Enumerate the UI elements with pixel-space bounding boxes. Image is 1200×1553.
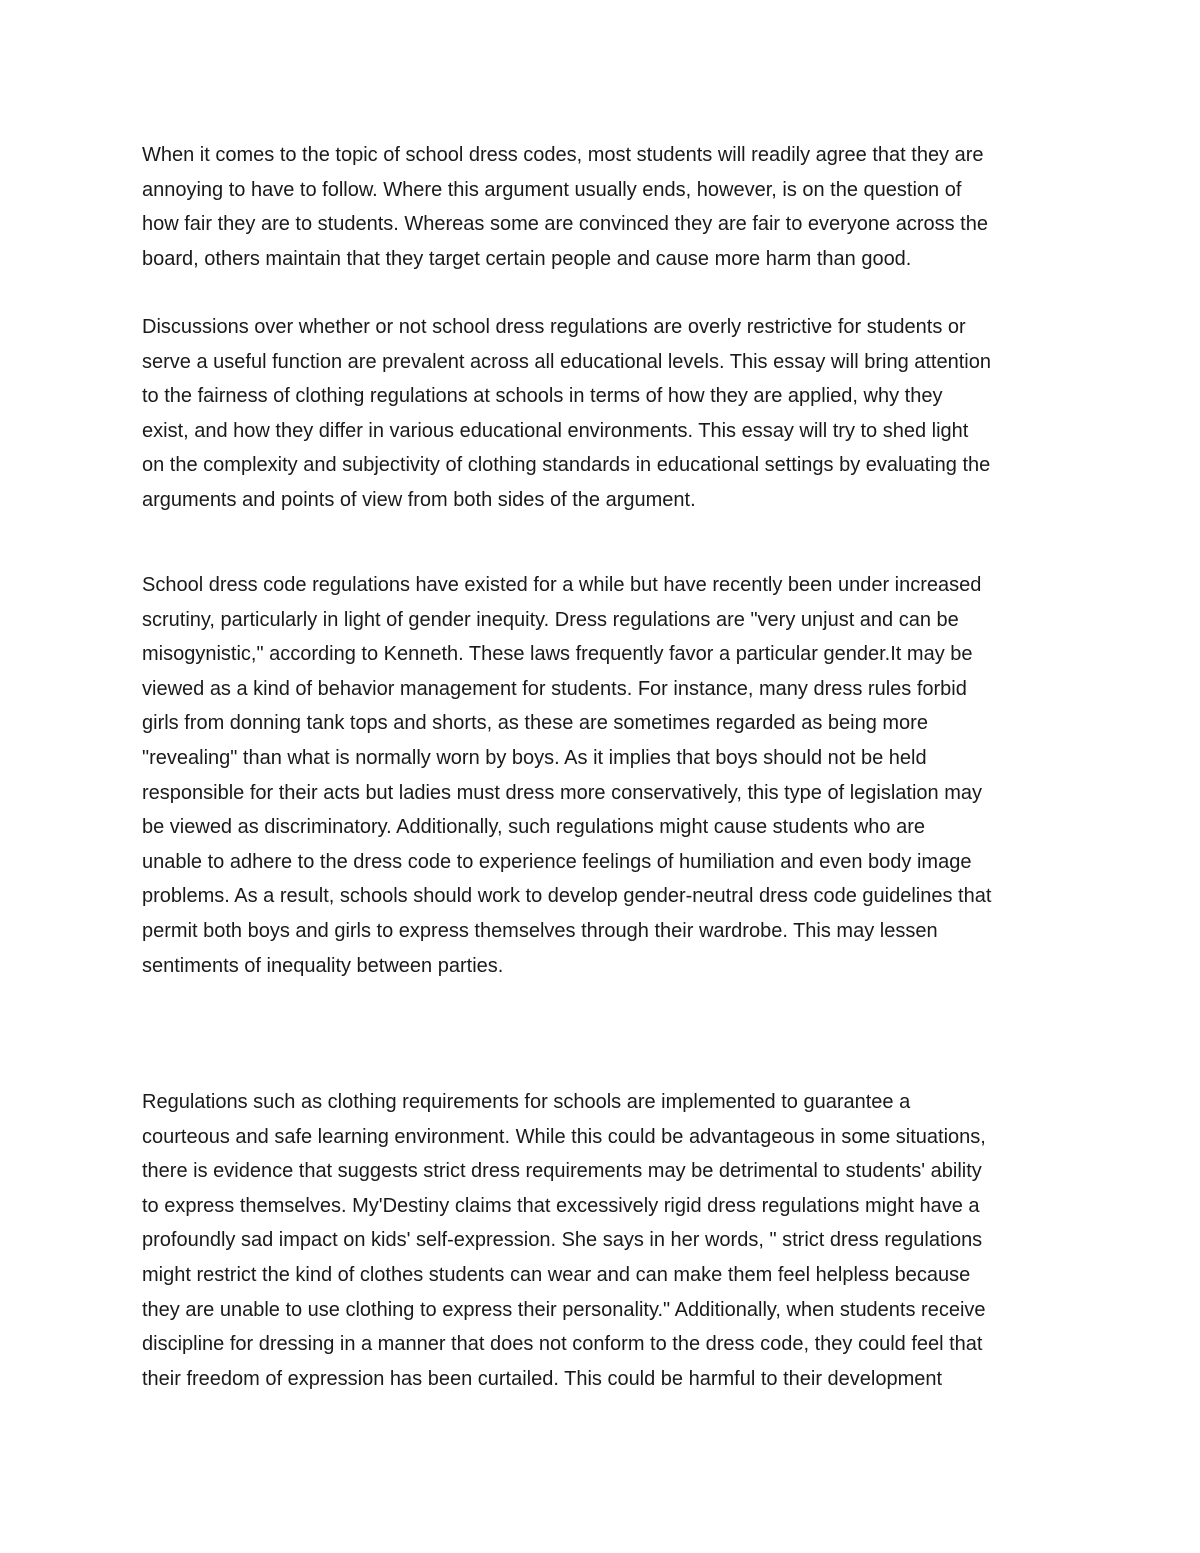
text-line: problems. As a result, schools should work to develop gender-neutral dress code guidelines that	[142, 885, 992, 908]
text-line: be viewed as discriminatory. Additionally, such regulations might cause students who are	[142, 816, 925, 839]
text-line: "revealing" than what is normally worn by boys. As it implies that boys should not be held	[142, 746, 927, 769]
text-line: profoundly sad impact on kids' self-expression. She says in her words, " strict dress regulations	[142, 1229, 983, 1252]
text-line: courteous and safe learning environment. While this could be advantageous in some situations,	[142, 1125, 986, 1148]
text-line: scrutiny, particularly in light of gender inequity. Dress regulations are "very unjust and can be	[142, 608, 959, 631]
paragraph-thesis	[142, 310, 1072, 518]
text-line: their freedom of expression has been curtailed. This could be harmful to their development	[142, 1367, 943, 1390]
text-line: viewed as a kind of behavior management for students. For instance, many dress rules forbid	[142, 677, 967, 700]
text-line: Regulations such as clothing requirements for schools are implemented to guarantee a	[142, 1091, 911, 1113]
text-line: arguments and points of view from both sides of the argument.	[142, 488, 696, 511]
text-line: board, others maintain that they target certain people and cause more harm than good.	[142, 247, 912, 270]
text-line: School dress code regulations have existed for a while but have recently been under increased	[142, 574, 982, 596]
text-line: how fair they are to students. Whereas some are convinced they are fair to everyone across the	[142, 213, 988, 236]
text-line: serve a useful function are prevalent across all educational levels. This essay will bring attention	[142, 350, 991, 373]
text-line: annoying to have to follow. Where this argument usually ends, however, is on the question of	[142, 178, 962, 201]
text-line: girls from donning tank tops and shorts, as these are sometimes regarded as being more	[142, 712, 928, 735]
text-line: might restrict the kind of clothes students can wear and can make them feel helpless because	[142, 1263, 971, 1286]
text-line: misogynistic," according to Kenneth. These laws frequently favor a particular gender.It may be	[142, 643, 973, 666]
text-line: When it comes to the topic of school dress codes, most students will readily agree that they are	[142, 144, 984, 166]
text-line: there is evidence that suggests strict dress requirements may be detrimental to students' ability	[142, 1160, 982, 1183]
text-line: sentiments of inequality between parties.	[142, 954, 504, 977]
text-line: permit both boys and girls to express themselves through their wardrobe. This may lessen	[142, 919, 938, 942]
text-line: to express themselves. My'Destiny claims that excessively rigid dress regulations might have a	[142, 1194, 980, 1217]
text-line: to the fairness of clothing regulations at schools in terms of how they are applied, why they	[142, 385, 943, 408]
text-line: discipline for dressing in a manner that does not conform to the dress code, they could feel that	[142, 1333, 983, 1356]
text-line: Discussions over whether or not school dress regulations are overly restrictive for students or	[142, 316, 966, 338]
paragraph-intro	[142, 138, 1072, 276]
text-line: they are unable to use clothing to express their personality." Additionally, when students receive	[142, 1298, 986, 1321]
text-line: on the complexity and subjectivity of clothing standards in educational settings by evaluating the	[142, 454, 991, 477]
text-line: exist, and how they differ in various educational environments. This essay will try to shed light	[142, 419, 969, 442]
paragraph-gender-inequity	[142, 568, 1072, 983]
text-line: unable to adhere to the dress code to experience feelings of humiliation and even body image	[142, 850, 972, 873]
paragraph-self-expression	[142, 1085, 1072, 1396]
text-line: responsible for their acts but ladies must dress more conservatively, this type of legislation may	[142, 781, 982, 804]
